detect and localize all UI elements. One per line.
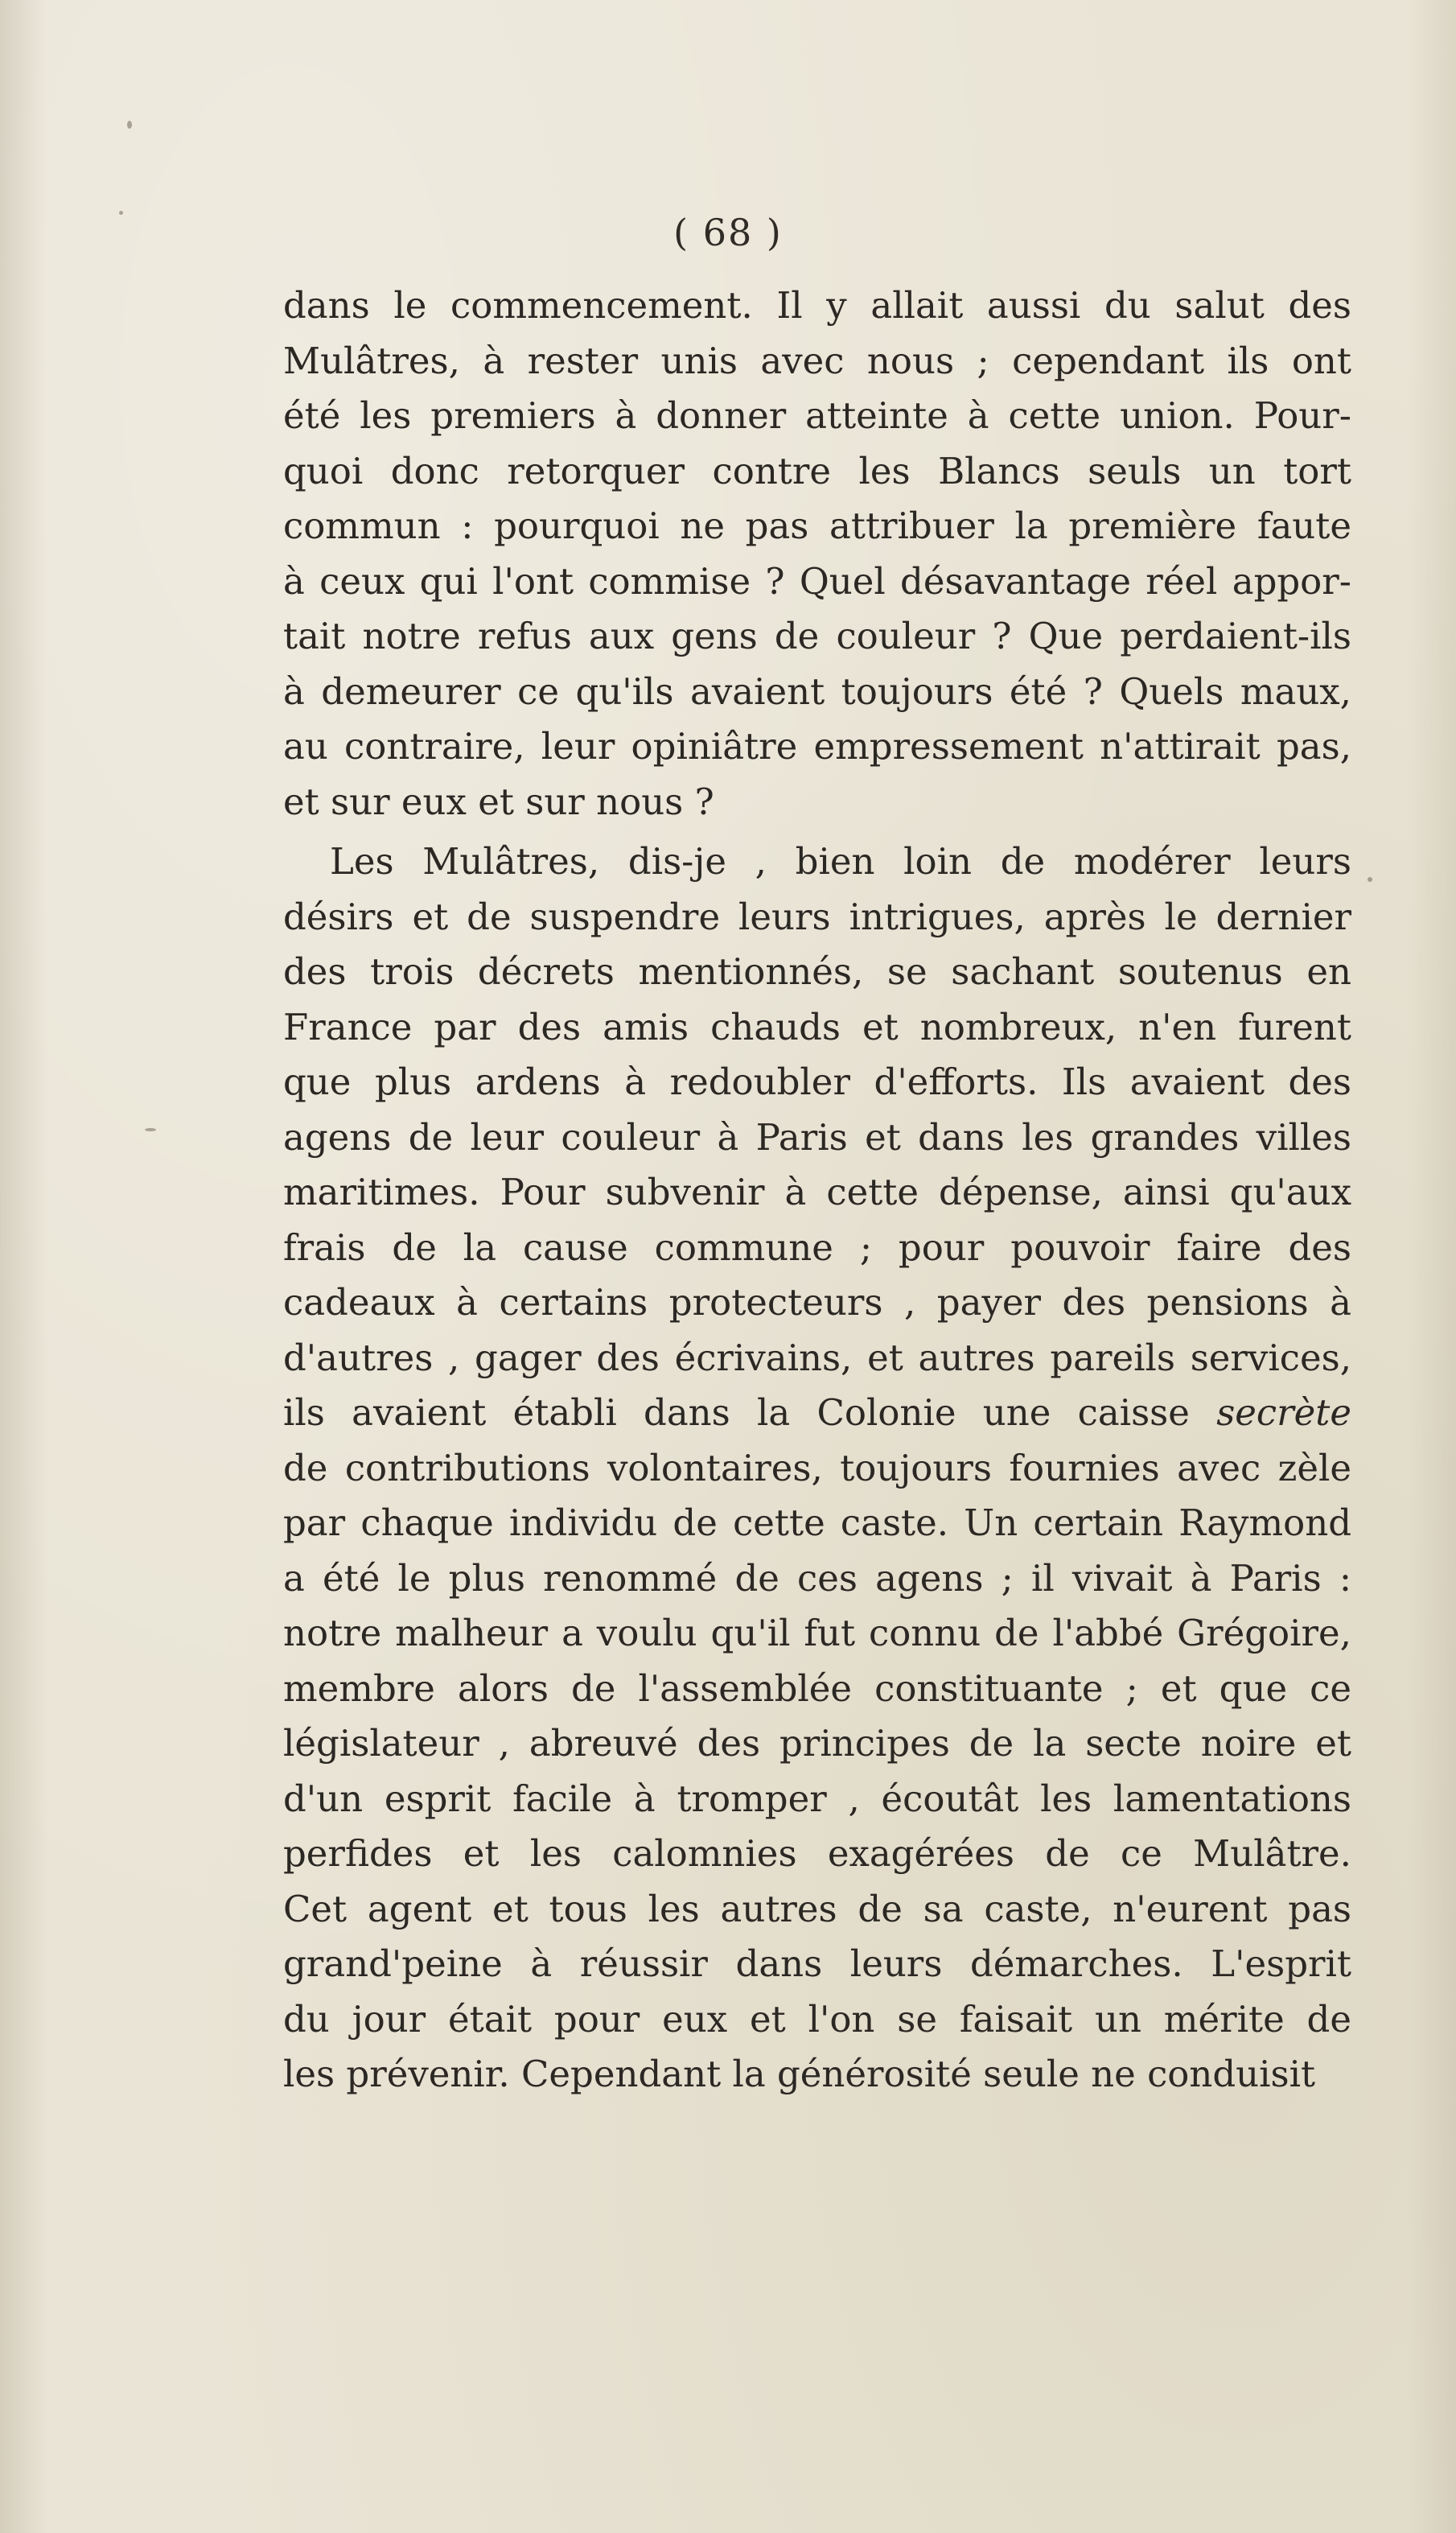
text-line: ils avaient établi dans la Colonie une caisse secrète — [283, 1391, 1351, 1434]
text-line: et sur eux et sur nous ? — [283, 780, 714, 823]
text-line: par chaque individu de cette caste. Un certain Raymond — [283, 1501, 1351, 1544]
text-line: Cet agent et tous les autres de sa caste, n'eurent pas — [283, 1887, 1351, 1930]
text-line: de contributions volontaires, toujours fournies avec zèle — [283, 1446, 1351, 1489]
text-line: d'un esprit facile à tromper , écoutât les lamentations — [283, 1777, 1351, 1820]
text-line: désirs et de suspendre leurs intrigues, après le dernier — [283, 895, 1351, 938]
text-line: des trois décrets mentionnés, se sachant soutenus en — [283, 950, 1351, 993]
text-line: quoi donc retorquer contre les Blancs seuls un tort — [283, 449, 1351, 492]
text-line: Les Mulâtres, dis-je , bien loin de modérer leurs — [330, 840, 1351, 883]
text-line: membre alors de l'assemblée constituante ; et que ce — [283, 1666, 1351, 1710]
page-number: ( 68 ) — [673, 211, 783, 254]
paragraph — [283, 278, 1351, 830]
text-line: notre malheur a voulu qu'il fut connu de l'abbé Grégoire, — [283, 1612, 1351, 1654]
paragraph — [283, 834, 1351, 2103]
text-line: agens de leur couleur à Paris et dans les grandes villes — [283, 1115, 1351, 1159]
text-line: commun : pourquoi ne pas attribuer la première faute — [283, 505, 1351, 547]
text-line: au contraire, leur opiniâtre empressement n'attirait pas, — [283, 725, 1351, 768]
text-line: les prévenir. Cependant la générosité seule ne conduisit — [283, 2053, 1316, 2095]
text-line: grand'peine à réussir dans leurs démarches. L'esprit — [283, 1942, 1351, 1985]
paper-speck — [145, 1128, 156, 1131]
text-line: tait notre refus aux gens de couleur ? Que perdaient-ils — [283, 615, 1351, 657]
text-line: dans le commencement. Il y allait aussi du salut des — [283, 284, 1351, 327]
text-line: été les premiers à donner atteinte à cette union. Pour- — [283, 394, 1351, 437]
text-line: Mulâtres, à rester unis avec nous ; cependant ils ont — [283, 339, 1351, 382]
body-text — [283, 278, 1351, 2103]
text-line: a été le plus renommé de ces agens ; il vivait à Paris : — [283, 1556, 1351, 1600]
text-line: frais de la cause commune ; pour pouvoir faire des — [283, 1225, 1351, 1269]
text-line: du jour était pour eux et l'on se faisait un mérite de — [283, 1997, 1351, 2041]
text-line: cadeaux à certains protecteurs , payer des pensions à — [283, 1281, 1351, 1324]
paper-speck — [1368, 877, 1372, 882]
text-line: à demeurer ce qu'ils avaient toujours été ? Quels maux, — [283, 669, 1351, 713]
page-edge-shadow-left — [0, 0, 48, 2533]
text-line: France par des amis chauds et nombreux, n'en furent — [283, 1005, 1351, 1048]
text-line: d'autres , gager des écrivains, et autres pareils services, — [283, 1336, 1351, 1379]
page-edge-shadow-right — [1408, 0, 1456, 2533]
text-line: à ceux qui l'ont commise ? Quel désavantage réel appor- — [283, 559, 1351, 603]
text-line: législateur , abreuvé des principes de la secte noire et — [283, 1722, 1351, 1765]
text-line: que plus ardens à redoubler d'efforts. Ils avaient des — [283, 1061, 1351, 1103]
text-line: maritimes. Pour subvenir à cette dépense, ainsi qu'aux — [283, 1171, 1351, 1213]
text-line: perfides et les calomnies exagérées de ce Mulâtre. — [283, 1832, 1351, 1875]
paper-speck — [127, 121, 132, 129]
